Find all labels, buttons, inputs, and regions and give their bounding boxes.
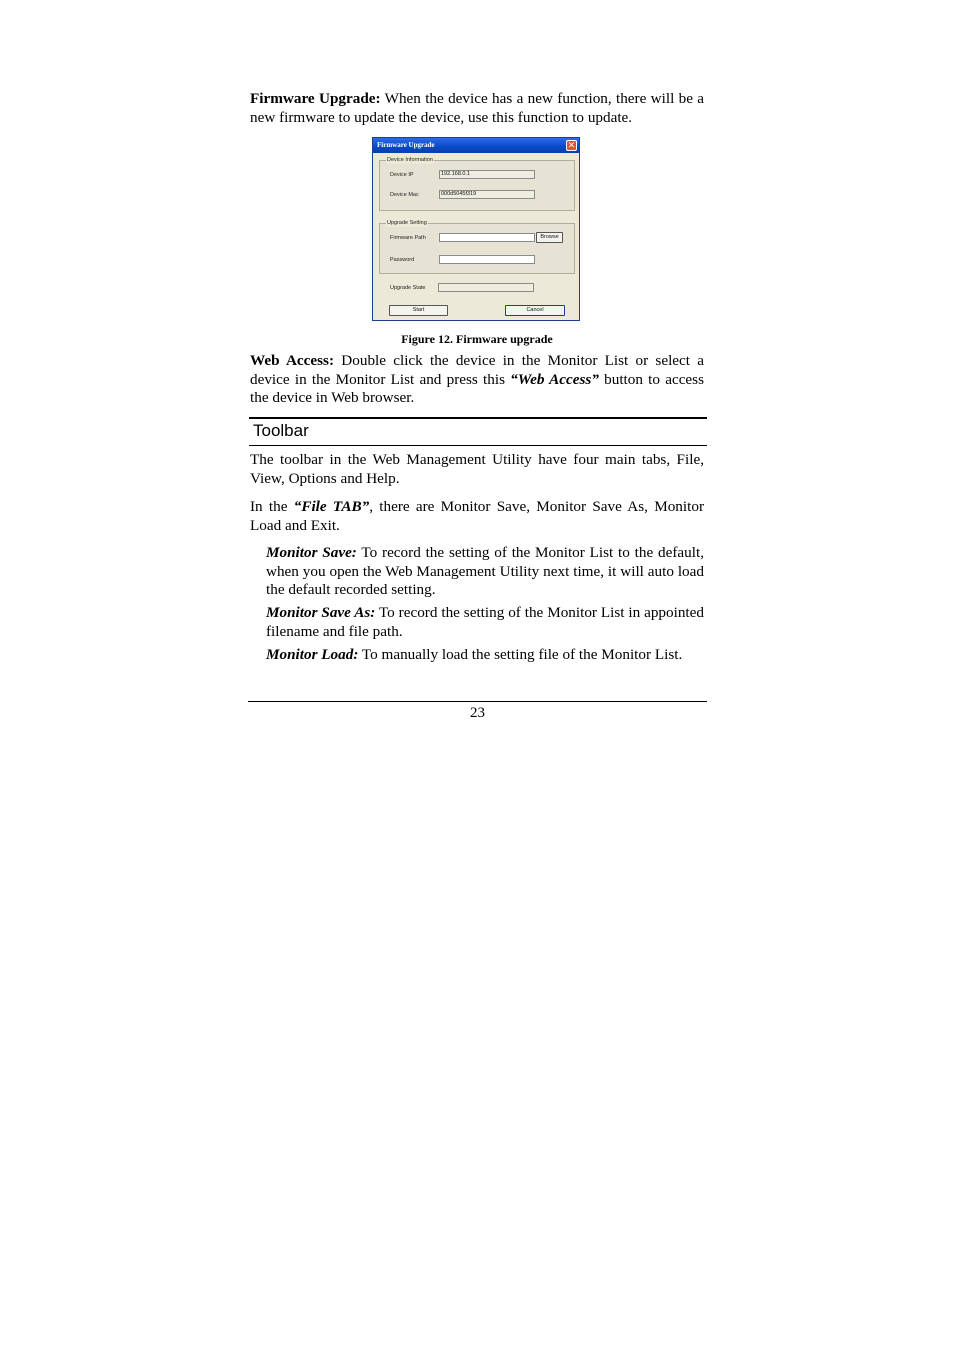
list-item: [266, 544, 704, 600]
password-label: Password: [390, 257, 415, 263]
web-access-text-end: button to access the device in Web browser.: [250, 370, 704, 406]
dialog-title: Firmware Upgrade: [377, 141, 435, 149]
monitor-save-term: Monitor Save:: [266, 544, 357, 561]
page-number: 23: [470, 705, 485, 721]
device-mac-label: Device Mac: [390, 192, 419, 198]
monitor-save-text: To record the setting of the Monitor List to the default, when you open the Web Management Utility next time, it will auto load the default recorded setting.: [266, 544, 704, 598]
firmware-path-input[interactable]: [439, 233, 535, 242]
password-input[interactable]: [439, 255, 535, 264]
monitor-save-as-term: Monitor Save As:: [266, 604, 376, 621]
section-top-rule: [249, 417, 707, 419]
close-icon[interactable]: ✕: [567, 140, 576, 150]
cancel-button[interactable]: Cancel: [505, 305, 565, 316]
upgrade-setting-legend: Upgrade Setting: [387, 220, 427, 226]
web-access-text: Double click the device in the Monitor List or select a device in the Monitor List and press this: [250, 352, 704, 388]
device-information-legend: Device Information: [387, 157, 433, 163]
web-access-term: Web Access:: [250, 352, 335, 369]
web-access-paragraph: [250, 352, 704, 408]
firmware-upgrade-text: When the device has a new function, there will be a new firmware to update the device, use this function to update.: [250, 90, 704, 126]
monitor-load-text: To manually load the setting file of the Monitor List.: [358, 646, 683, 663]
figure-caption: Figure 12. Firmware upgrade: [401, 332, 553, 346]
file-tab-pre: In the: [250, 498, 294, 515]
toolbar-heading: Toolbar: [253, 421, 309, 440]
toolbar-paragraph: The toolbar in the Web Management Utility have four main tabs, File, View, Options and Help.: [250, 451, 704, 487]
file-tab-emphasis: “File TAB”: [293, 498, 370, 515]
upgrade-state-label: Upgrade State: [390, 285, 426, 291]
footer-rule: [248, 701, 707, 702]
device-ip-label: Device IP: [390, 172, 414, 178]
monitor-load-term: Monitor Load:: [266, 646, 359, 663]
dialog-titlebar: [373, 138, 579, 153]
file-tab-paragraph: [250, 498, 704, 535]
web-access-emphasis: “Web Access”: [510, 370, 599, 388]
start-button[interactable]: Start: [389, 305, 448, 316]
device-mac-field: 000d5045f319: [439, 190, 535, 199]
upgrade-state-field: [438, 283, 534, 292]
firmware-upgrade-term: Firmware Upgrade:: [250, 90, 381, 107]
device-ip-field: 192.168.0.1: [439, 170, 535, 179]
list-item: [266, 604, 704, 641]
firmware-path-label: Firmware Path: [390, 235, 426, 241]
upgrade-setting-group: [379, 220, 575, 274]
device-information-group: [379, 157, 575, 211]
section-bottom-rule: [249, 445, 707, 446]
file-tab-post: , there are Monitor Save, Monitor Save As, Monitor Load and Exit.: [250, 498, 704, 534]
firmware-upgrade-dialog: [372, 137, 580, 321]
browse-button[interactable]: Browse: [536, 232, 563, 243]
firmware-upgrade-paragraph: [250, 90, 704, 127]
list-item: [266, 646, 710, 665]
monitor-save-as-text: To record the setting of the Monitor List in appointed filename and file path.: [266, 604, 704, 640]
